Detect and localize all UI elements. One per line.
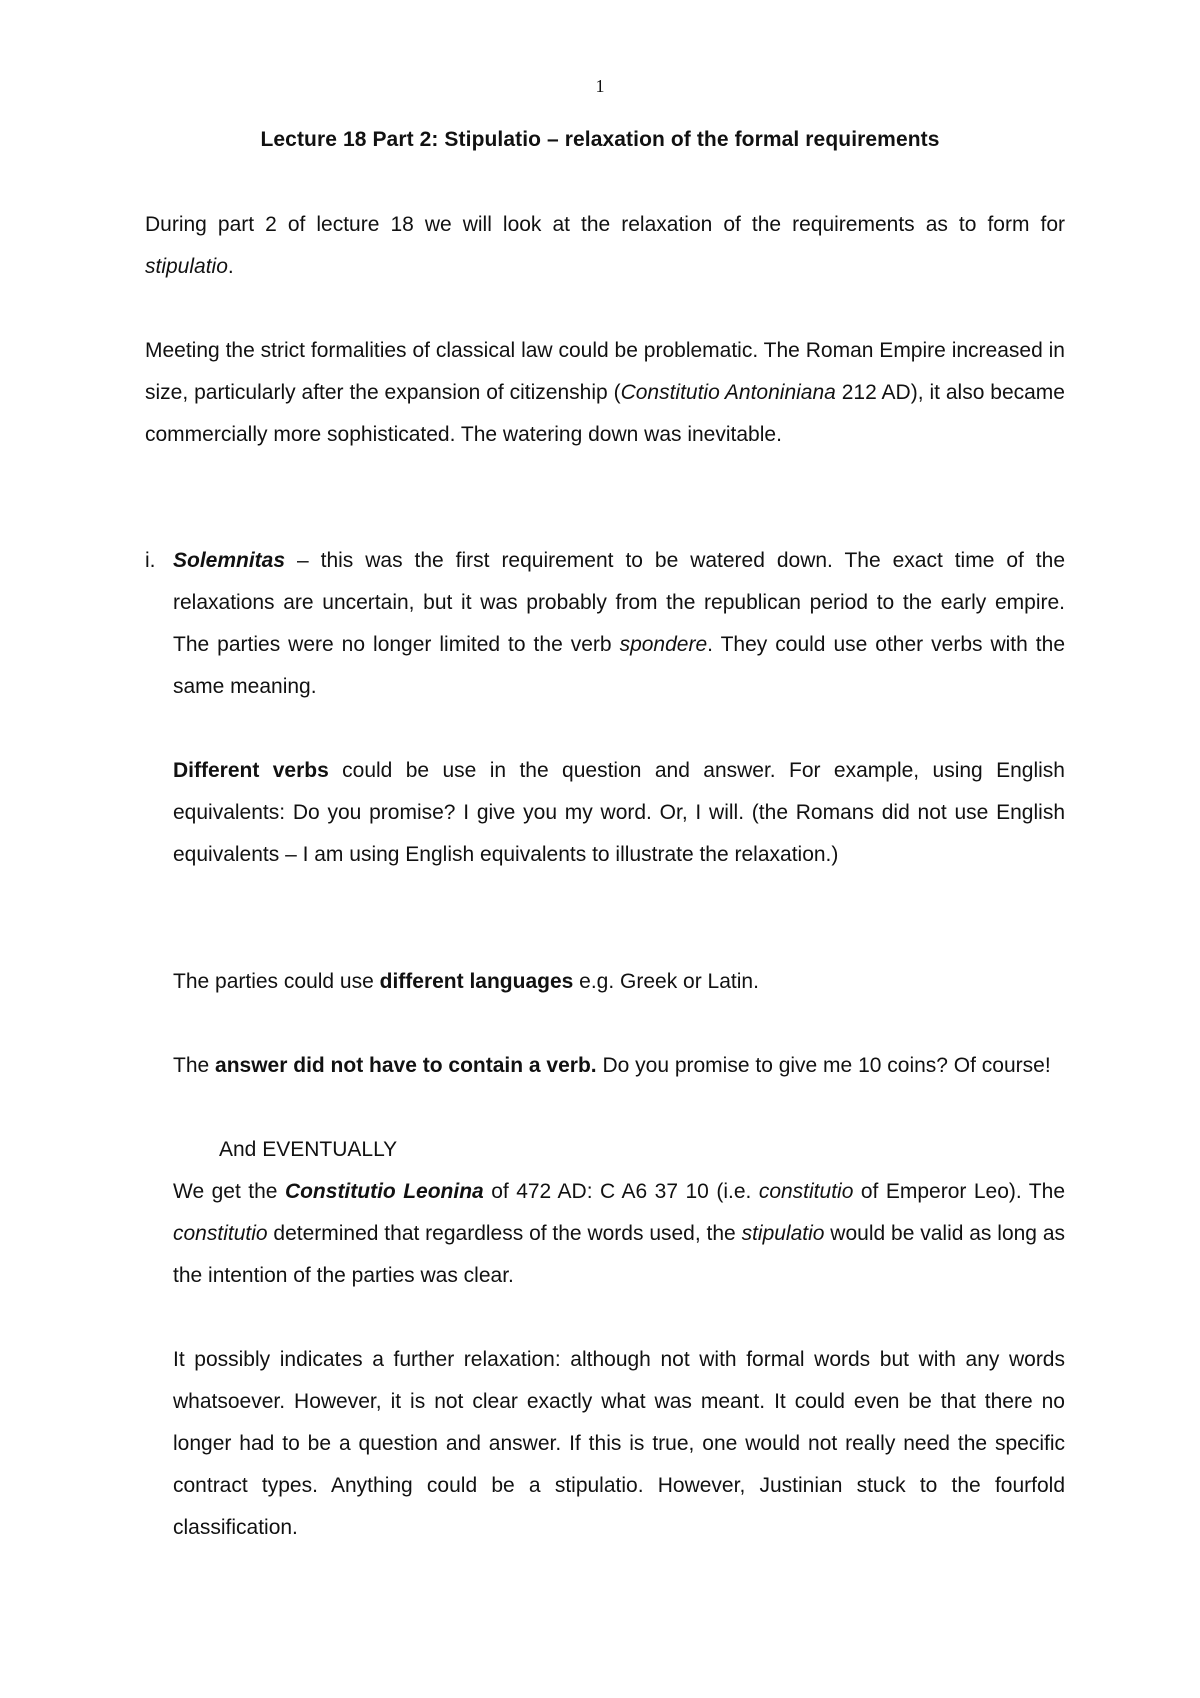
document-title: Lecture 18 Part 2: Stipulatio – relaxation of the formal requirements — [260, 128, 940, 151]
different-languages-paragraph: The parties could use different languages e.g. Greek or Latin. — [173, 970, 759, 993]
intro-paragraph: During part 2 of lecture 18 we will look at the relaxation of the requirements as to form for stipulatio. — [145, 213, 1065, 278]
constitutio-leonina-paragraph: We get the Constitutio Leonina of 472 AD: C A6 37 10 (i.e. constitutio of Emperor Leo). The constitutio determined that regardless of the words used, the stipulatio would be valid as long as the intention of the parties was clear. — [173, 1180, 1065, 1287]
answer-no-verb-paragraph: The answer did not have to contain a verb. Do you promise to give me 10 coins? Of course! — [173, 1054, 1051, 1077]
list-marker-i: i. — [145, 549, 156, 572]
page-number: 1 — [595, 76, 605, 96]
different-verbs-paragraph: Different verbs could be use in the question and answer. For example, using English equivalents: Do you promise? I give you my word. Or, I will. (the Romans did not use English equivalents – I am using English equivalents to illustrate the relaxation.) — [173, 759, 1065, 866]
context-paragraph: Meeting the strict formalities of classical law could be problematic. The Roman Empire increased in size, particularly after the expansion of citizenship (Constitutio Antoniniana 212 AD), it also became commercially more sophisticated. The watering down was inevitable. — [145, 339, 1065, 446]
solemnitas-paragraph: Solemnitas – this was the first requirement to be watered down. The exact time of the relaxations are uncertain, but it was probably from the republican period to the early empire. The parties were no longer limited to the verb spondere. They could use other verbs with the same meaning. — [173, 549, 1066, 698]
eventually-line: And EVENTUALLY — [219, 1138, 398, 1161]
further-relaxation-paragraph: It possibly indicates a further relaxation: although not with formal words but with any words whatsoever. However, it is not clear exactly what was meant. It could even be that there no longer had to be a question and answer. If this is true, one would not really need the specific contract types. Anything could be a stipulatio. However, Justinian stuck to the fourfold classification. — [173, 1348, 1065, 1539]
